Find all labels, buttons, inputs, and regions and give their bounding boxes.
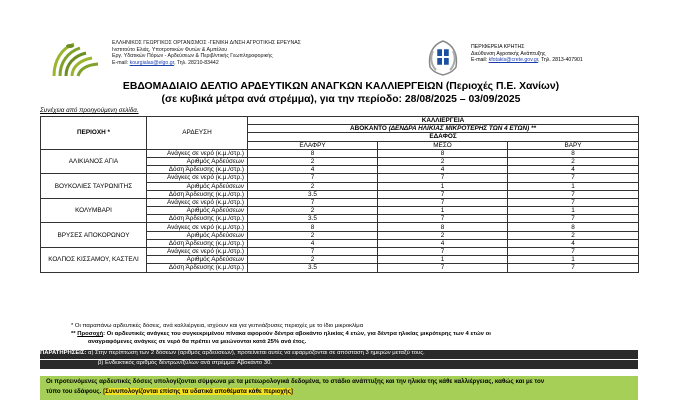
greek-republic-seal-icon <box>422 37 464 77</box>
soil-light: ΕΛΑΦΡΥ <box>248 141 378 149</box>
measure-label: Ανάγκες σε νερό (κ.μ./στρ.) <box>147 248 248 256</box>
value-cell: 1 <box>378 256 508 264</box>
soil-medium: ΜΕΣΟ <box>378 141 508 149</box>
value-cell: 4 <box>248 166 378 174</box>
soil-heavy: ΒΑΡΥ <box>508 141 639 149</box>
continuation-note: Συνέχεια από προηγούμενη σελίδα. <box>40 107 139 114</box>
region-line: Διεύθυνση Αγροτικής Ανάπτυξης <box>471 50 546 57</box>
value-cell: 8 <box>378 223 508 231</box>
value-cell: 7 <box>508 264 639 272</box>
value-cell: 1 <box>508 256 639 264</box>
bulletin-title: ΕΒΔΟΜΑΔΙΑΙΟ ΔΕΛΤΙΟ ΑΡΔΕΥΤΙΚΩΝ ΑΝΑΓΚΩΝ ΚΑΛΛΙΕΡΓΕΙΩΝ (Περιοχές Π.Ε. Χανίων) <box>122 81 560 92</box>
measure-label: Ανάγκες σε νερό (κ.μ./στρ.) <box>147 198 248 206</box>
table-row <box>41 223 639 231</box>
value-cell: 7 <box>508 198 639 206</box>
value-cell: 2 <box>378 231 508 239</box>
value-cell: 2 <box>508 157 639 165</box>
value-cell: 1 <box>378 207 508 215</box>
region-name: ΚΟΛΠΟΣ ΚΙΣΣΑΜΟΥ, ΚΑΣΤΕΛΙ <box>41 248 147 273</box>
value-cell: 8 <box>508 223 639 231</box>
value-cell: 3.5 <box>248 264 378 272</box>
institute-line: ΕΛΛΗΝΙΚΟΣ ΓΕΩΡΓΙΚΟΣ ΟΡΓΑΝΙΣΜΟΣ -ΓΕΝΙΚΗ Δ/ΝΣΗ ΑΓΡΟΤΙΚΗΣ ΕΡΕΥΝΑΣ <box>112 40 301 46</box>
crop-detail: (ΔΕΝΔΡΑ ΗΛΙΚΙΑΣ ΜΙΚΡΟΤΕΡΗΣ ΤΩΝ 4 ΕΤΩΝ) ** <box>388 125 536 133</box>
value-cell: 4 <box>378 166 508 174</box>
value-cell: 8 <box>248 149 378 157</box>
guidance-line <box>40 386 638 397</box>
region-name: ΑΛΙΚΙΑΝΟΣ ΑΓΙΑ <box>41 149 147 174</box>
value-cell: 7 <box>248 174 378 182</box>
value-cell: 1 <box>508 182 639 190</box>
value-cell: 7 <box>378 190 508 198</box>
institute-line: Εργ. Υδατικών Πόρων - Αρδεύσεων & Περιβ/ντικής Γεωπληροφορικής <box>112 53 273 60</box>
note-warning-continued: αναγραφόμενες ανάγκες σε νερό θα πρέπει να μειώνονται κατά 25% ανά έτος. <box>88 339 307 345</box>
institute-line: Ινστιτούτο Ελιάς, Υποτροπικών Φυτών & Αμπέλου <box>112 46 228 53</box>
value-cell: 2 <box>248 256 378 264</box>
value-cell: 7 <box>508 174 639 182</box>
value-cell: 7 <box>248 198 378 206</box>
irrigation-table <box>40 116 639 273</box>
table-row <box>41 198 639 206</box>
region-phone: , Τηλ. 2813-407901 <box>538 57 583 64</box>
header-irrigation: ΑΡΔΕΥΣΗ <box>147 117 248 150</box>
table-row <box>41 248 639 256</box>
header-region: ΠΕΡΙΟΧΗ * <box>41 117 147 150</box>
measure-label: Αριθμός Αρδεύσεων <box>147 256 248 264</box>
note-warning-lead: ** <box>71 331 78 337</box>
value-cell: 2 <box>378 157 508 165</box>
note-warning-text: : Οι αρδευτικές ανάγκες του συγκεκριμένου πίνακα αφορούν δέντρα αβοκάντο ηλικίας 4 ετών, για δέντρα ηλικίας μικρότερης των 4 ετών οι <box>103 331 491 337</box>
measure-label: Δόση Άρδευσης (κ.μ./στρ.) <box>147 264 248 272</box>
region-email-link[interactable]: kfotakis@crete.gov.gr <box>488 57 539 64</box>
value-cell: 7 <box>378 248 508 256</box>
measure-label: Αριθμός Αρδεύσεων <box>147 207 248 215</box>
guidance-highlight: [Συνυπολογίζονται επίσης τα υδατικά αποθέματα κάθε περιοχής] <box>103 388 293 395</box>
institute-info <box>112 40 301 66</box>
measure-label: Δόση Άρδευσης (κ.μ./στρ.) <box>147 190 248 198</box>
value-cell: 8 <box>378 149 508 157</box>
value-cell: 7 <box>508 190 639 198</box>
value-cell: 2 <box>248 207 378 215</box>
bulletin-period: (σε κυβικά μέτρα ανά στρέμμα), για την περίοδο: 28/08/2025 – 03/09/2025 <box>161 94 521 105</box>
table-header-row <box>41 117 639 125</box>
header-crops: ΚΑΛΛΙΕΡΓΕΙΑ <box>248 117 639 125</box>
note-warning <box>71 331 491 338</box>
guidance-box <box>40 376 638 400</box>
value-cell: 3.5 <box>248 190 378 198</box>
header-crop-name <box>248 125 639 133</box>
measure-label: Ανάγκες σε νερό (κ.μ./στρ.) <box>147 174 248 182</box>
value-cell: 2 <box>248 231 378 239</box>
value-cell: 2 <box>248 182 378 190</box>
crop-name: ΑΒΟΚΑΝΤΟ <box>350 125 387 133</box>
institute-email-link[interactable]: kourgialas@elgo.gr <box>129 59 175 66</box>
value-cell: 4 <box>248 239 378 247</box>
value-cell: 4 <box>508 166 639 174</box>
note-warning-label: Προσοχή <box>77 331 104 337</box>
value-cell: 1 <box>378 182 508 190</box>
measure-label: Αριθμός Αρδεύσεων <box>147 231 248 239</box>
value-cell: 8 <box>248 223 378 231</box>
observation-a: α) Στην περίπτωση των 2 δόσεων (αριθμός αρδεύσεων), προτείνεται αυτές να εφαρμόζονται σε απόσταση 3 ημερών μεταξύ τους. <box>88 350 425 356</box>
value-cell: 4 <box>378 239 508 247</box>
region-line: ΠΕΡΙΦΕΡΕΙΑ ΚΡΗΤΗΣ <box>471 44 525 50</box>
region-info <box>471 44 583 64</box>
value-cell: 7 <box>378 174 508 182</box>
value-cell: 4 <box>508 239 639 247</box>
region-name: ΒΟΥΚΟΛΙΕΣ ΤΑΥΡΩΝΙΤΗΣ <box>41 174 147 199</box>
measure-label: Ανάγκες σε νερό (κ.μ./στρ.) <box>147 149 248 157</box>
measure-label: Αριθμός Αρδεύσεων <box>147 157 248 165</box>
value-cell: 2 <box>248 157 378 165</box>
measure-label: Δόση Άρδευσης (κ.μ./στρ.) <box>147 166 248 174</box>
value-cell: 7 <box>378 264 508 272</box>
value-cell: 3.5 <box>248 215 378 223</box>
value-cell: 8 <box>508 149 639 157</box>
elgo-logo <box>48 40 110 80</box>
table-row <box>41 174 639 182</box>
value-cell: 2 <box>508 231 639 239</box>
institute-contact: E-mail: kourgialas@elgo.gr, Τηλ. 28210-83442 <box>112 59 219 66</box>
measure-label: Δόση Άρδευσης (κ.μ./στρ.) <box>147 215 248 223</box>
region-rows <box>41 149 639 272</box>
observation-b: β) Ενδεικτικός αριθμός δέντρων/ξύλων ανά στρέμμα: Αβοκάντο 30. <box>40 360 638 369</box>
value-cell: 7 <box>508 215 639 223</box>
region-name: ΚΟΛΥΜΒΑΡΙ <box>41 198 147 223</box>
measure-label: Αριθμός Αρδεύσεων <box>147 182 248 190</box>
value-cell: 7 <box>378 198 508 206</box>
table-row <box>41 149 639 157</box>
value-cell: 7 <box>378 215 508 223</box>
note-microclimate: * Οι παραπάνω αρδευτικές δόσεις, ανά καλλιέργεια, ισχύουν και για γειτνιάζουσες περιοχές με το ίδιο μικροκλίμα <box>71 323 364 329</box>
institute-phone: , Τηλ. 28210-83442 <box>174 59 219 66</box>
value-cell: 1 <box>508 207 639 215</box>
guidance-soil: τύπο του εδάφους. <box>46 388 104 395</box>
header-soil: ΕΔΑΦΟΣ <box>248 133 639 141</box>
guidance-line: Οι προτεινόμενες αρδευτικές δόσεις υπολογίζονται σύμφωνα με τα μετεωρολογικά δεδομένα, το στάδιο ανάπτυξης και την ηλικία της κάθε καλλιέργειας, καθώς και με τον <box>46 378 545 385</box>
measure-label: Δόση Άρδευσης (κ.μ./στρ.) <box>147 239 248 247</box>
value-cell: 7 <box>248 248 378 256</box>
observations-box <box>40 350 638 359</box>
observations-label: ΠΑΡΑΤΗΡΗΣΕΙΣ: <box>40 350 87 356</box>
measure-label: Ανάγκες σε νερό (κ.μ./στρ.) <box>147 223 248 231</box>
value-cell: 7 <box>508 248 639 256</box>
region-contact: E-mail: kfotakis@crete.gov.gr, Τηλ. 2813-407901 <box>471 57 583 64</box>
region-name: ΒΡΥΣΕΣ ΑΠΟΚΟΡΩΝΟΥ <box>41 223 147 248</box>
